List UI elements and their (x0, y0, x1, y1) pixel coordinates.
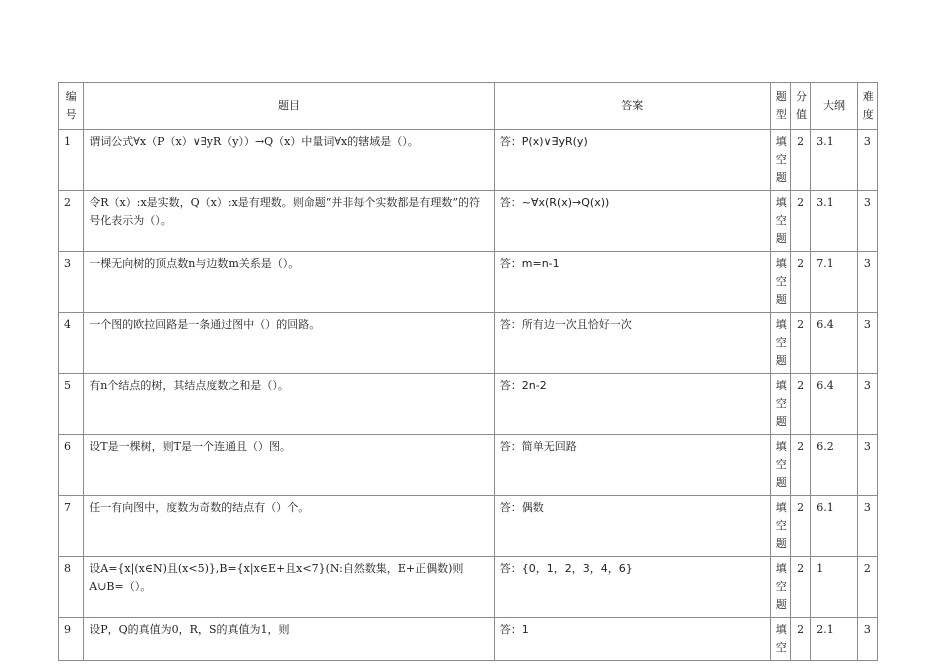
header-difficulty: 难度 (857, 83, 877, 130)
row-type: 填空题 (770, 191, 790, 252)
row-id: 5 (59, 374, 84, 435)
row-outline: 7.1 (811, 252, 858, 313)
row-answer: 答：1 (494, 618, 770, 661)
row-answer: 答：P(x)∨∃yR(y) (494, 130, 770, 191)
row-difficulty: 3 (857, 374, 877, 435)
row-answer: 答：2n-2 (494, 374, 770, 435)
row-difficulty: 3 (857, 435, 877, 496)
row-difficulty: 2 (857, 557, 877, 618)
row-type: 填空题 (770, 496, 790, 557)
row-outline: 6.4 (811, 313, 858, 374)
row-answer: 答：偶数 (494, 496, 770, 557)
row-question: 一个图的欧拉回路是一条通过图中（）的回路。 (84, 313, 495, 374)
row-difficulty: 3 (857, 618, 877, 661)
header-answer: 答案 (494, 83, 770, 130)
row-outline: 6.1 (811, 496, 858, 557)
row-type: 填空题 (770, 252, 790, 313)
row-id: 4 (59, 313, 84, 374)
row-answer: 答：m=n-1 (494, 252, 770, 313)
row-difficulty: 3 (857, 252, 877, 313)
question-table (58, 82, 878, 661)
row-answer: 答：简单无回路 (494, 435, 770, 496)
row-answer: 答：{0，1，2，3，4，6} (494, 557, 770, 618)
row-question: 有n个结点的树，其结点度数之和是（）。 (84, 374, 495, 435)
header-type: 题型 (770, 83, 790, 130)
row-outline: 2.1 (811, 618, 858, 661)
row-score: 2 (791, 130, 811, 191)
row-question: 任一有向图中，度数为奇数的结点有（）个。 (84, 496, 495, 557)
row-id: 9 (59, 618, 84, 661)
row-type: 填空题 (770, 435, 790, 496)
row-outline: 6.4 (811, 374, 858, 435)
row-type: 填空题 (770, 374, 790, 435)
row-id: 2 (59, 191, 84, 252)
table-row (59, 374, 878, 435)
row-type: 填空题 (770, 313, 790, 374)
row-outline: 6.2 (811, 435, 858, 496)
row-id: 7 (59, 496, 84, 557)
row-answer: 答：所有边一次且恰好一次 (494, 313, 770, 374)
row-answer: 答：~∀x(R(x)→Q(x)) (494, 191, 770, 252)
row-type: 填空 (770, 618, 790, 661)
row-score: 2 (791, 252, 811, 313)
table-row (59, 435, 878, 496)
header-id: 编号 (59, 83, 84, 130)
row-score: 2 (791, 618, 811, 661)
table-row (59, 252, 878, 313)
row-difficulty: 3 (857, 313, 877, 374)
row-score: 2 (791, 313, 811, 374)
row-score: 2 (791, 191, 811, 252)
table-header-row (59, 83, 878, 130)
table-row (59, 313, 878, 374)
table-row (59, 191, 878, 252)
row-id: 1 (59, 130, 84, 191)
table-row (59, 496, 878, 557)
row-difficulty: 3 (857, 191, 877, 252)
row-score: 2 (791, 557, 811, 618)
header-outline: 大纲 (811, 83, 858, 130)
row-score: 2 (791, 496, 811, 557)
row-difficulty: 3 (857, 130, 877, 191)
row-id: 8 (59, 557, 84, 618)
table-row (59, 557, 878, 618)
header-score: 分值 (791, 83, 811, 130)
row-type: 填空题 (770, 557, 790, 618)
header-question: 题目 (84, 83, 495, 130)
row-question: 谓词公式∀x（P（x）∨∃yR（y））→Q（x）中量词∀x的辖域是（）。 (84, 130, 495, 191)
row-score: 2 (791, 374, 811, 435)
row-question: 设T是一棵树，则T是一个连通且（）图。 (84, 435, 495, 496)
row-id: 3 (59, 252, 84, 313)
row-difficulty: 3 (857, 496, 877, 557)
row-score: 2 (791, 435, 811, 496)
row-question: 设P，Q的真值为0，R，S的真值为1，则 (84, 618, 495, 661)
row-outline: 1 (811, 557, 858, 618)
row-question: 设A={x|(x∈N)且(x<5)},B={x|x∈E+且x<7}(N:自然数集，E+正偶数)则A∪B=（）。 (84, 557, 495, 618)
row-question: 令R（x）:x是实数，Q（x）:x是有理数。则命题“并非每个实数都是有理数”的符号化表示为（）。 (84, 191, 495, 252)
row-id: 6 (59, 435, 84, 496)
table-row (59, 130, 878, 191)
row-type: 填空题 (770, 130, 790, 191)
row-outline: 3.1 (811, 130, 858, 191)
row-question: 一棵无向树的顶点数n与边数m关系是（）。 (84, 252, 495, 313)
row-outline: 3.1 (811, 191, 858, 252)
table-row (59, 618, 878, 661)
